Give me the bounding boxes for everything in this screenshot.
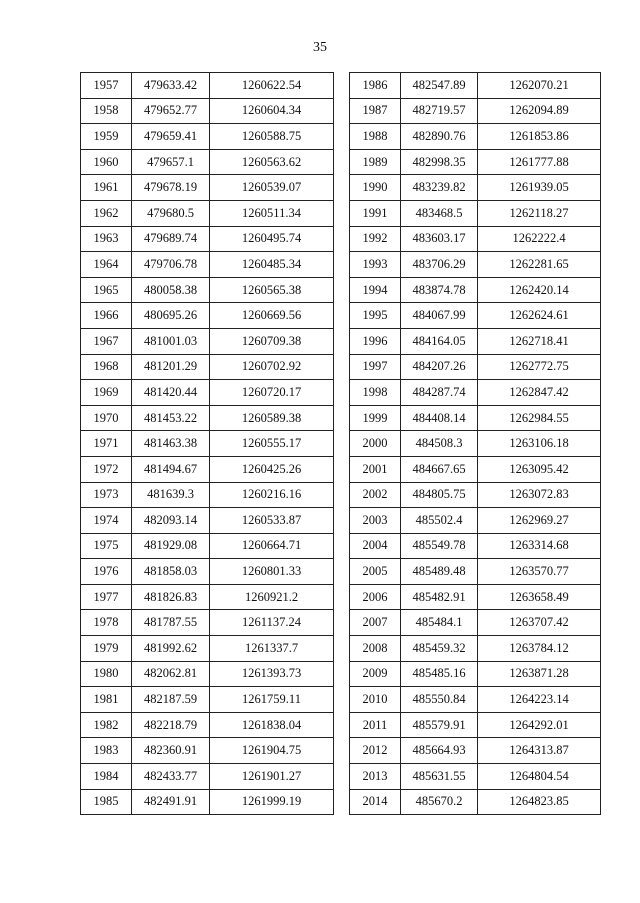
y-value-cell: 1262984.55: [478, 405, 601, 431]
x-value-cell: 479706.78: [132, 252, 210, 278]
year-cell: 2005: [350, 559, 401, 585]
x-value-cell: 483874.78: [401, 277, 478, 303]
table-row: [350, 559, 601, 585]
year-cell: 1967: [81, 328, 132, 354]
year-cell: 2004: [350, 533, 401, 559]
year-cell: 1992: [350, 226, 401, 252]
x-value-cell: 481858.03: [132, 559, 210, 585]
table-row: [81, 124, 334, 150]
y-value-cell: 1261904.75: [210, 738, 334, 764]
y-value-cell: 1263784.12: [478, 636, 601, 662]
x-value-cell: 482093.14: [132, 508, 210, 534]
year-cell: 1971: [81, 431, 132, 457]
year-cell: 1975: [81, 533, 132, 559]
x-value-cell: 485664.93: [401, 738, 478, 764]
table-body-left: [81, 73, 334, 815]
y-value-cell: 1260664.71: [210, 533, 334, 559]
x-value-cell: 484287.74: [401, 380, 478, 406]
y-value-cell: 1263658.49: [478, 584, 601, 610]
table-row: [350, 636, 601, 662]
y-value-cell: 1261393.73: [210, 661, 334, 687]
y-value-cell: 1263570.77: [478, 559, 601, 585]
year-cell: 2011: [350, 712, 401, 738]
table-row: [81, 328, 334, 354]
x-value-cell: 482998.35: [401, 149, 478, 175]
table-row: [81, 764, 334, 790]
x-value-cell: 481453.22: [132, 405, 210, 431]
table-row: [81, 559, 334, 585]
y-value-cell: 1261853.86: [478, 124, 601, 150]
x-value-cell: 485549.78: [401, 533, 478, 559]
y-value-cell: 1261777.88: [478, 149, 601, 175]
x-value-cell: 485459.32: [401, 636, 478, 662]
x-value-cell: 479659.41: [132, 124, 210, 150]
x-value-cell: 485670.2: [401, 789, 478, 815]
x-value-cell: 479657.1: [132, 149, 210, 175]
year-cell: 1981: [81, 687, 132, 713]
table-row: [81, 277, 334, 303]
table-row: [81, 636, 334, 662]
x-value-cell: 482491.91: [132, 789, 210, 815]
y-value-cell: 1262847.42: [478, 380, 601, 406]
year-cell: 1989: [350, 149, 401, 175]
x-value-cell: 479689.74: [132, 226, 210, 252]
year-cell: 1991: [350, 200, 401, 226]
x-value-cell: 485579.91: [401, 712, 478, 738]
x-value-cell: 484805.75: [401, 482, 478, 508]
table-row: [350, 687, 601, 713]
y-value-cell: 1260555.17: [210, 431, 334, 457]
y-value-cell: 1262624.61: [478, 303, 601, 329]
y-value-cell: 1260216.16: [210, 482, 334, 508]
y-value-cell: 1264804.54: [478, 764, 601, 790]
table-row: [350, 661, 601, 687]
y-value-cell: 1262718.41: [478, 328, 601, 354]
x-value-cell: 481001.03: [132, 328, 210, 354]
table-row: [81, 252, 334, 278]
table-row: [81, 200, 334, 226]
year-cell: 1961: [81, 175, 132, 201]
table-row: [350, 405, 601, 431]
y-value-cell: 1264223.14: [478, 687, 601, 713]
x-value-cell: 482719.57: [401, 98, 478, 124]
table-row: [81, 149, 334, 175]
y-value-cell: 1263871.28: [478, 661, 601, 687]
table-row: [81, 405, 334, 431]
year-cell: 1985: [81, 789, 132, 815]
y-value-cell: 1263072.83: [478, 482, 601, 508]
table-row: [350, 738, 601, 764]
table-row: [81, 533, 334, 559]
x-value-cell: 479652.77: [132, 98, 210, 124]
table-row: [350, 508, 601, 534]
year-cell: 1983: [81, 738, 132, 764]
x-value-cell: 483468.5: [401, 200, 478, 226]
year-cell: 1976: [81, 559, 132, 585]
x-value-cell: 481420.44: [132, 380, 210, 406]
year-cell: 1959: [81, 124, 132, 150]
year-cell: 1994: [350, 277, 401, 303]
year-cell: 1980: [81, 661, 132, 687]
year-cell: 2001: [350, 456, 401, 482]
x-value-cell: 485484.1: [401, 610, 478, 636]
year-cell: 1996: [350, 328, 401, 354]
y-value-cell: 1263106.18: [478, 431, 601, 457]
table-body-right: [350, 73, 601, 815]
y-value-cell: 1261838.04: [210, 712, 334, 738]
year-cell: 1962: [81, 200, 132, 226]
y-value-cell: 1260533.87: [210, 508, 334, 534]
y-value-cell: 1260720.17: [210, 380, 334, 406]
y-value-cell: 1264823.85: [478, 789, 601, 815]
table-row: [81, 789, 334, 815]
year-cell: 1979: [81, 636, 132, 662]
table-row: [81, 303, 334, 329]
year-cell: 1993: [350, 252, 401, 278]
table-row: [350, 226, 601, 252]
table-row: [350, 124, 601, 150]
y-value-cell: 1261939.05: [478, 175, 601, 201]
x-value-cell: 485485.16: [401, 661, 478, 687]
y-value-cell: 1260921.2: [210, 584, 334, 610]
x-value-cell: 484067.99: [401, 303, 478, 329]
year-cell: 1998: [350, 380, 401, 406]
x-value-cell: 483603.17: [401, 226, 478, 252]
y-value-cell: 1263095.42: [478, 456, 601, 482]
x-value-cell: 482218.79: [132, 712, 210, 738]
x-value-cell: 481639.3: [132, 482, 210, 508]
table-row: [350, 328, 601, 354]
y-value-cell: 1264292.01: [478, 712, 601, 738]
x-value-cell: 482360.91: [132, 738, 210, 764]
year-cell: 1966: [81, 303, 132, 329]
table-row: [81, 456, 334, 482]
y-value-cell: 1260589.38: [210, 405, 334, 431]
y-value-cell: 1260801.33: [210, 559, 334, 585]
y-value-cell: 1262070.21: [478, 73, 601, 99]
year-cell: 1990: [350, 175, 401, 201]
year-cell: 2006: [350, 584, 401, 610]
x-value-cell: 485550.84: [401, 687, 478, 713]
year-cell: 1957: [81, 73, 132, 99]
year-cell: 1997: [350, 354, 401, 380]
table-row: [350, 149, 601, 175]
year-cell: 2013: [350, 764, 401, 790]
y-value-cell: 1260604.34: [210, 98, 334, 124]
y-value-cell: 1263314.68: [478, 533, 601, 559]
table-row: [81, 712, 334, 738]
x-value-cell: 482547.89: [401, 73, 478, 99]
table-row: [81, 354, 334, 380]
x-value-cell: 484164.05: [401, 328, 478, 354]
table-row: [350, 175, 601, 201]
year-cell: 1974: [81, 508, 132, 534]
coordinate-table-right: [349, 72, 601, 815]
table-row: [81, 661, 334, 687]
table-row: [81, 738, 334, 764]
year-cell: 1969: [81, 380, 132, 406]
table-row: [350, 584, 601, 610]
y-value-cell: 1261337.7: [210, 636, 334, 662]
table-row: [350, 789, 601, 815]
year-cell: 1964: [81, 252, 132, 278]
table-row: [81, 431, 334, 457]
x-value-cell: 483239.82: [401, 175, 478, 201]
year-cell: 1995: [350, 303, 401, 329]
y-value-cell: 1262118.27: [478, 200, 601, 226]
year-cell: 2009: [350, 661, 401, 687]
y-value-cell: 1261901.27: [210, 764, 334, 790]
x-value-cell: 479678.19: [132, 175, 210, 201]
year-cell: 2000: [350, 431, 401, 457]
year-cell: 1960: [81, 149, 132, 175]
table-row: [350, 610, 601, 636]
year-cell: 1965: [81, 277, 132, 303]
y-value-cell: 1263707.42: [478, 610, 601, 636]
year-cell: 2003: [350, 508, 401, 534]
year-cell: 1999: [350, 405, 401, 431]
year-cell: 2007: [350, 610, 401, 636]
year-cell: 2002: [350, 482, 401, 508]
table-row: [350, 482, 601, 508]
x-value-cell: 481929.08: [132, 533, 210, 559]
x-value-cell: 481494.67: [132, 456, 210, 482]
x-value-cell: 481992.62: [132, 636, 210, 662]
table-row: [350, 764, 601, 790]
table-row: [350, 533, 601, 559]
year-cell: 1988: [350, 124, 401, 150]
coordinate-table-left: [80, 72, 334, 815]
x-value-cell: 484207.26: [401, 354, 478, 380]
y-value-cell: 1260588.75: [210, 124, 334, 150]
table-row: [350, 252, 601, 278]
y-value-cell: 1260669.56: [210, 303, 334, 329]
table-row: [81, 584, 334, 610]
table-row: [350, 456, 601, 482]
x-value-cell: 480058.38: [132, 277, 210, 303]
y-value-cell: 1262222.4: [478, 226, 601, 252]
x-value-cell: 481463.38: [132, 431, 210, 457]
y-value-cell: 1262281.65: [478, 252, 601, 278]
x-value-cell: 482890.76: [401, 124, 478, 150]
table-row: [81, 380, 334, 406]
year-cell: 1984: [81, 764, 132, 790]
y-value-cell: 1260495.74: [210, 226, 334, 252]
table-row: [81, 98, 334, 124]
y-value-cell: 1260565.38: [210, 277, 334, 303]
x-value-cell: 484508.3: [401, 431, 478, 457]
year-cell: 1978: [81, 610, 132, 636]
y-value-cell: 1260563.62: [210, 149, 334, 175]
table-row: [81, 610, 334, 636]
table-row: [350, 380, 601, 406]
y-value-cell: 1260622.54: [210, 73, 334, 99]
y-value-cell: 1262772.75: [478, 354, 601, 380]
x-value-cell: 484667.65: [401, 456, 478, 482]
year-cell: 1972: [81, 456, 132, 482]
table-row: [350, 73, 601, 99]
page-number: 35: [313, 40, 327, 55]
table-row: [81, 508, 334, 534]
year-cell: 1986: [350, 73, 401, 99]
table-row: [350, 354, 601, 380]
table-row: [81, 73, 334, 99]
year-cell: 1973: [81, 482, 132, 508]
year-cell: 1987: [350, 98, 401, 124]
year-cell: 1968: [81, 354, 132, 380]
year-cell: 1970: [81, 405, 132, 431]
table-row: [81, 226, 334, 252]
year-cell: 2008: [350, 636, 401, 662]
y-value-cell: 1264313.87: [478, 738, 601, 764]
y-value-cell: 1260511.34: [210, 200, 334, 226]
year-cell: 1982: [81, 712, 132, 738]
y-value-cell: 1260425.26: [210, 456, 334, 482]
year-cell: 1963: [81, 226, 132, 252]
year-cell: 2010: [350, 687, 401, 713]
y-value-cell: 1261999.19: [210, 789, 334, 815]
year-cell: 1977: [81, 584, 132, 610]
x-value-cell: 482062.81: [132, 661, 210, 687]
y-value-cell: 1261759.11: [210, 687, 334, 713]
x-value-cell: 485482.91: [401, 584, 478, 610]
table-row: [350, 712, 601, 738]
x-value-cell: 485631.55: [401, 764, 478, 790]
x-value-cell: 482187.59: [132, 687, 210, 713]
x-value-cell: 479633.42: [132, 73, 210, 99]
table-row: [350, 431, 601, 457]
y-value-cell: 1261137.24: [210, 610, 334, 636]
table-row: [81, 687, 334, 713]
y-value-cell: 1262094.89: [478, 98, 601, 124]
table-row: [350, 303, 601, 329]
x-value-cell: 484408.14: [401, 405, 478, 431]
x-value-cell: 479680.5: [132, 200, 210, 226]
y-value-cell: 1260539.07: [210, 175, 334, 201]
y-value-cell: 1260485.34: [210, 252, 334, 278]
table-row: [350, 277, 601, 303]
x-value-cell: 481787.55: [132, 610, 210, 636]
table-row: [350, 200, 601, 226]
y-value-cell: 1262420.14: [478, 277, 601, 303]
y-value-cell: 1260702.92: [210, 354, 334, 380]
year-cell: 2014: [350, 789, 401, 815]
x-value-cell: 485489.48: [401, 559, 478, 585]
year-cell: 1958: [81, 98, 132, 124]
x-value-cell: 481826.83: [132, 584, 210, 610]
x-value-cell: 482433.77: [132, 764, 210, 790]
table-row: [350, 98, 601, 124]
x-value-cell: 480695.26: [132, 303, 210, 329]
year-cell: 2012: [350, 738, 401, 764]
y-value-cell: 1260709.38: [210, 328, 334, 354]
x-value-cell: 481201.29: [132, 354, 210, 380]
x-value-cell: 485502.4: [401, 508, 478, 534]
x-value-cell: 483706.29: [401, 252, 478, 278]
table-row: [81, 175, 334, 201]
y-value-cell: 1262969.27: [478, 508, 601, 534]
table-row: [81, 482, 334, 508]
